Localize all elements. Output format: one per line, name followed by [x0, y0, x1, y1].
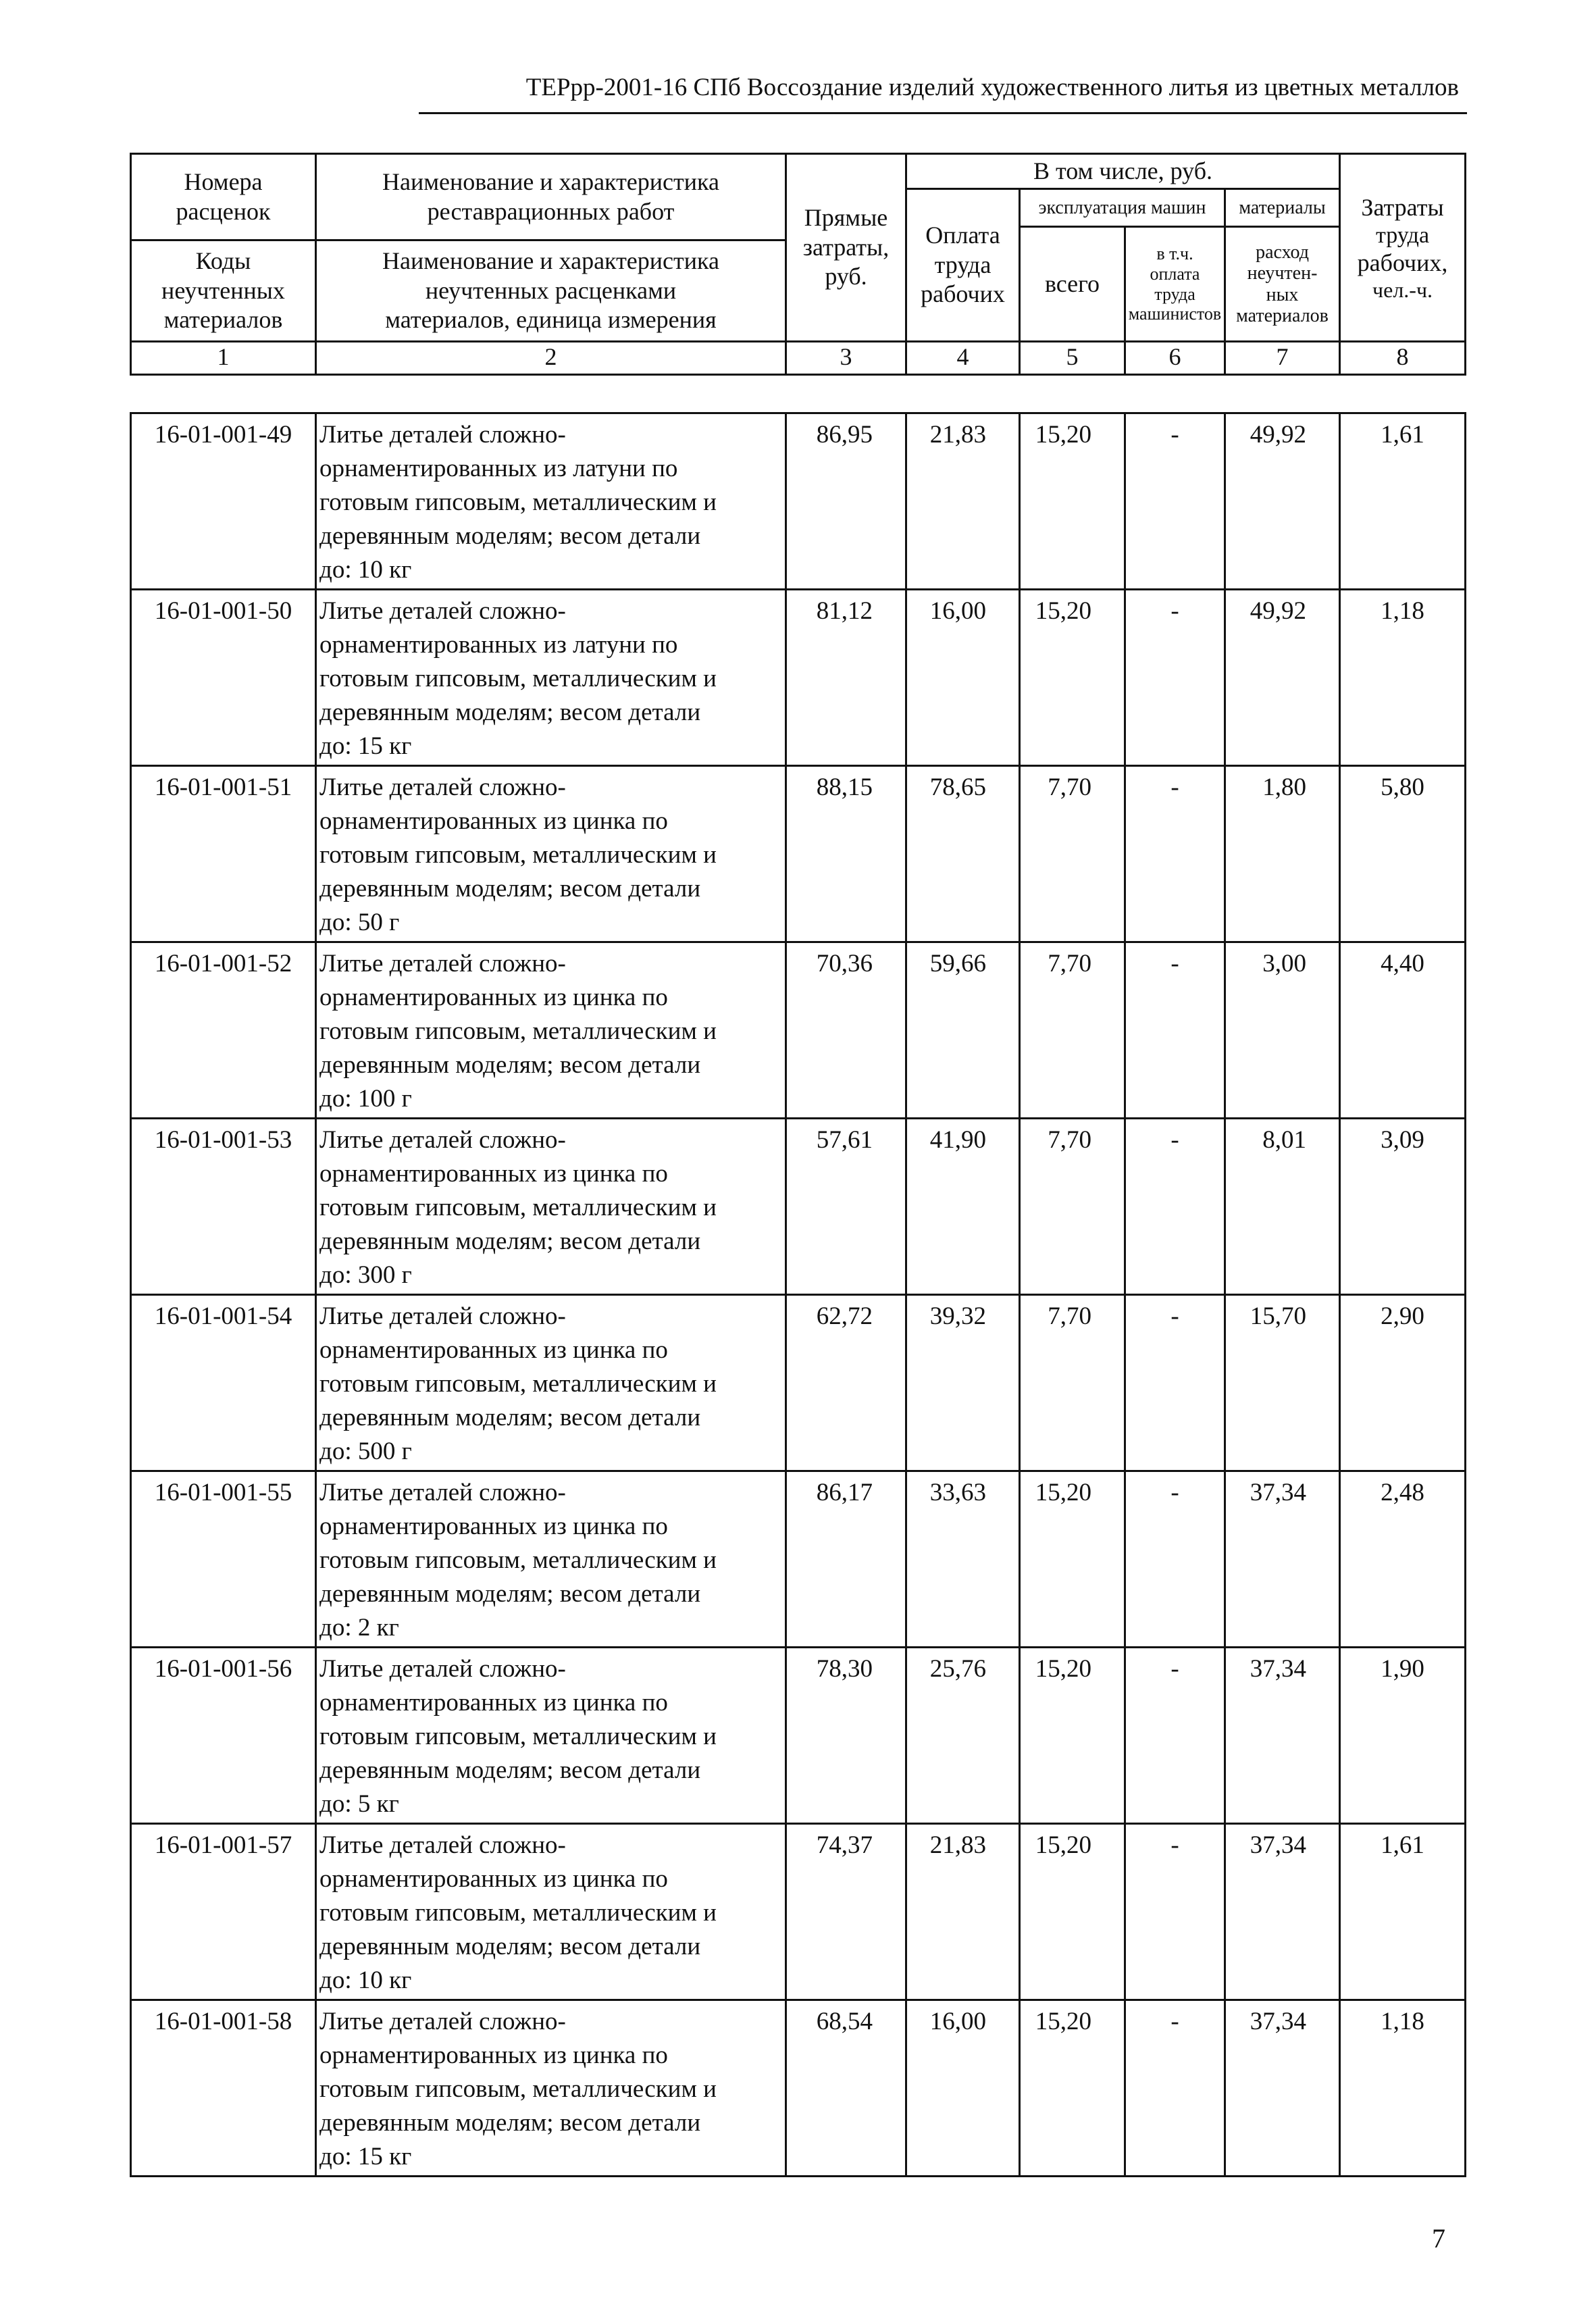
- column-number: 5: [1020, 342, 1125, 375]
- header-col2-top: Наименование и характеристика реставрационных работ: [316, 154, 786, 240]
- description-line: до: 15 кг: [319, 732, 412, 760]
- machinists-pay-value: -: [1125, 1824, 1225, 2000]
- labor-pay-value: 16,00: [906, 2000, 1020, 2177]
- labor-hours-value: 5,80: [1340, 766, 1466, 942]
- rate-code: 16-01-001-56: [131, 1648, 316, 1824]
- labor-pay-value: 39,32: [906, 1295, 1020, 1471]
- materials-value: 49,92: [1225, 413, 1340, 590]
- machines-total-value: 15,20: [1020, 413, 1125, 590]
- description-line: готовым гипсовым, металлическим и: [319, 665, 717, 692]
- labor-pay-value: 33,63: [906, 1471, 1020, 1648]
- work-description: [316, 590, 786, 766]
- direct-costs-value: 78,30: [786, 1648, 906, 1824]
- materials-value: 49,92: [1225, 590, 1340, 766]
- header-machinists-pay: в т.ч. оплата труда машинистов: [1125, 227, 1225, 342]
- header-machines-total: всего: [1020, 227, 1125, 342]
- machines-total-value: 15,20: [1020, 590, 1125, 766]
- direct-costs-value: 62,72: [786, 1295, 906, 1471]
- machines-total-value: 15,20: [1020, 1824, 1125, 2000]
- column-number: 2: [316, 342, 786, 375]
- labor-hours-value: 1,61: [1340, 1824, 1466, 2000]
- header-col1-top: Номера расценок: [131, 154, 316, 240]
- rate-code: 16-01-001-50: [131, 590, 316, 766]
- materials-value: 8,01: [1225, 1119, 1340, 1295]
- table-row: [131, 2000, 1466, 2177]
- description-line: готовым гипсовым, металлическим и: [319, 1370, 717, 1398]
- header-labor-hours: Затраты труда рабочих, чел.-ч.: [1340, 154, 1466, 342]
- machinists-pay-value: -: [1125, 1471, 1225, 1648]
- description-line: деревянным моделям; весом детали: [319, 1227, 701, 1255]
- work-description: [316, 413, 786, 590]
- materials-value: 3,00: [1225, 942, 1340, 1119]
- rate-code: 16-01-001-57: [131, 1824, 316, 2000]
- header-col2-bottom: Наименование и характеристика неучтенных расценками материалов, единица измерения: [316, 240, 786, 342]
- machinists-pay-value: -: [1125, 1295, 1225, 1471]
- work-description: [316, 1471, 786, 1648]
- header-machines-group: эксплуатация машин: [1020, 189, 1225, 227]
- description-line: до: 500 г: [319, 1438, 412, 1465]
- running-header: ТЕРрр-2001-16 СПб Воссоздание изделий художественного литья из цветных металлов: [525, 74, 1459, 101]
- direct-costs-value: 68,54: [786, 2000, 906, 2177]
- materials-value: 37,34: [1225, 2000, 1340, 2177]
- description-line: до: 15 кг: [319, 2143, 412, 2170]
- labor-pay-value: 16,00: [906, 590, 1020, 766]
- description-line: деревянным моделям; весом детали: [319, 1404, 701, 1431]
- rate-code: 16-01-001-58: [131, 2000, 316, 2177]
- description-line: деревянным моделям; весом детали: [319, 1756, 701, 1784]
- column-number: 1: [131, 342, 316, 375]
- rate-code: 16-01-001-49: [131, 413, 316, 590]
- work-description: [316, 1119, 786, 1295]
- description-line: Литье деталей сложно-: [319, 421, 566, 449]
- labor-pay-value: 21,83: [906, 413, 1020, 590]
- labor-hours-value: 1,90: [1340, 1648, 1466, 1824]
- description-line: Литье деталей сложно-: [319, 1655, 566, 1683]
- machines-total-value: 7,70: [1020, 942, 1125, 1119]
- description-line: орнаментированных из цинка по: [319, 1160, 668, 1188]
- machinists-pay-value: -: [1125, 413, 1225, 590]
- direct-costs-value: 70,36: [786, 942, 906, 1119]
- description-line: готовым гипсовым, металлическим и: [319, 841, 717, 869]
- materials-value: 1,80: [1225, 766, 1340, 942]
- table-row: [131, 413, 1466, 590]
- description-line: орнаментированных из цинка по: [319, 1689, 668, 1717]
- description-line: до: 100 г: [319, 1085, 412, 1113]
- description-line: Литье деталей сложно-: [319, 1126, 566, 1154]
- labor-pay-value: 21,83: [906, 1824, 1020, 2000]
- rate-code: 16-01-001-54: [131, 1295, 316, 1471]
- header-unaccounted-materials: расход неучтен- ных материалов: [1225, 227, 1340, 342]
- description-line: деревянным моделям; весом детали: [319, 698, 701, 726]
- description-line: Литье деталей сложно-: [319, 2008, 566, 2035]
- work-description: [316, 766, 786, 942]
- description-line: орнаментированных из латуни по: [319, 455, 678, 482]
- table-row: [131, 1119, 1466, 1295]
- machines-total-value: 15,20: [1020, 1471, 1125, 1648]
- header-labor-pay: Оплата труда рабочих: [906, 189, 1020, 342]
- machines-total-value: 15,20: [1020, 1648, 1125, 1824]
- work-description: [316, 942, 786, 1119]
- description-line: до: 5 кг: [319, 1790, 399, 1818]
- work-description: [316, 1648, 786, 1824]
- description-line: до: 300 г: [319, 1261, 412, 1289]
- materials-value: 15,70: [1225, 1295, 1340, 1471]
- rate-code: 16-01-001-51: [131, 766, 316, 942]
- table-header: [130, 153, 1466, 376]
- direct-costs-value: 57,61: [786, 1119, 906, 1295]
- machinists-pay-value: -: [1125, 2000, 1225, 2177]
- description-line: орнаментированных из цинка по: [319, 1865, 668, 1893]
- description-line: готовым гипсовым, металлическим и: [319, 1546, 717, 1574]
- description-line: орнаментированных из цинка по: [319, 1336, 668, 1364]
- table-row: [131, 1471, 1466, 1648]
- description-line: до: 10 кг: [319, 1966, 412, 1994]
- materials-value: 37,34: [1225, 1824, 1340, 2000]
- description-line: до: 2 кг: [319, 1614, 399, 1642]
- column-number: 3: [786, 342, 906, 375]
- description-line: орнаментированных из цинка по: [319, 984, 668, 1011]
- description-line: Литье деталей сложно-: [319, 1831, 566, 1859]
- labor-pay-value: 25,76: [906, 1648, 1020, 1824]
- description-line: готовым гипсовым, металлическим и: [319, 1017, 717, 1045]
- direct-costs-value: 74,37: [786, 1824, 906, 2000]
- description-line: Литье деталей сложно-: [319, 1302, 566, 1330]
- machines-total-value: 7,70: [1020, 1295, 1125, 1471]
- description-line: деревянным моделям; весом детали: [319, 522, 701, 550]
- header-rule: [419, 112, 1467, 114]
- header-materials-group: материалы: [1225, 189, 1340, 227]
- rate-code: 16-01-001-55: [131, 1471, 316, 1648]
- description-line: Литье деталей сложно-: [319, 773, 566, 801]
- description-line: готовым гипсовым, металлическим и: [319, 488, 717, 516]
- description-line: деревянным моделям; весом детали: [319, 875, 701, 903]
- page-number: 7: [1432, 2223, 1445, 2254]
- labor-hours-value: 4,40: [1340, 942, 1466, 1119]
- direct-costs-value: 86,95: [786, 413, 906, 590]
- table-row: [131, 1824, 1466, 2000]
- direct-costs-value: 88,15: [786, 766, 906, 942]
- machinists-pay-value: -: [1125, 1648, 1225, 1824]
- labor-hours-value: 2,90: [1340, 1295, 1466, 1471]
- description-line: Литье деталей сложно-: [319, 950, 566, 977]
- machinists-pay-value: -: [1125, 766, 1225, 942]
- materials-value: 37,34: [1225, 1471, 1340, 1648]
- description-line: орнаментированных из цинка по: [319, 1513, 668, 1540]
- column-number: 4: [906, 342, 1020, 375]
- labor-pay-value: 59,66: [906, 942, 1020, 1119]
- labor-hours-value: 1,61: [1340, 413, 1466, 590]
- work-description: [316, 1295, 786, 1471]
- direct-costs-value: 86,17: [786, 1471, 906, 1648]
- description-line: готовым гипсовым, металлическим и: [319, 1194, 717, 1221]
- labor-pay-value: 41,90: [906, 1119, 1020, 1295]
- table-row: [131, 590, 1466, 766]
- description-line: орнаментированных из латуни по: [319, 631, 678, 659]
- machinists-pay-value: -: [1125, 942, 1225, 1119]
- direct-costs-value: 81,12: [786, 590, 906, 766]
- machines-total-value: 7,70: [1020, 766, 1125, 942]
- machinists-pay-value: -: [1125, 590, 1225, 766]
- table-row: [131, 766, 1466, 942]
- description-line: до: 10 кг: [319, 556, 412, 584]
- description-line: до: 50 г: [319, 909, 400, 936]
- materials-value: 37,34: [1225, 1648, 1340, 1824]
- rates-table: [130, 412, 1466, 2177]
- description-line: деревянным моделям; весом детали: [319, 1580, 701, 1608]
- labor-hours-value: 1,18: [1340, 2000, 1466, 2177]
- description-line: готовым гипсовым, металлическим и: [319, 1899, 717, 1927]
- description-line: готовым гипсовым, металлическим и: [319, 1723, 717, 1750]
- description-line: Литье деталей сложно-: [319, 597, 566, 625]
- description-line: деревянным моделям; весом детали: [319, 2109, 701, 2137]
- work-description: [316, 1824, 786, 2000]
- description-line: готовым гипсовым, металлическим и: [319, 2075, 717, 2103]
- description-line: деревянным моделям; весом детали: [319, 1933, 701, 1960]
- description-line: орнаментированных из цинка по: [319, 2041, 668, 2069]
- rates-table-body: [131, 413, 1466, 2177]
- rate-code: 16-01-001-52: [131, 942, 316, 1119]
- labor-hours-value: 3,09: [1340, 1119, 1466, 1295]
- description-line: деревянным моделям; весом детали: [319, 1051, 701, 1079]
- labor-hours-value: 1,18: [1340, 590, 1466, 766]
- column-number: 6: [1125, 342, 1225, 375]
- header-col1-bottom: Коды неучтенных материалов: [131, 240, 316, 342]
- labor-hours-value: 2,48: [1340, 1471, 1466, 1648]
- table-row: [131, 942, 1466, 1119]
- column-number-row: [131, 342, 1466, 375]
- machines-total-value: 15,20: [1020, 2000, 1125, 2177]
- description-line: орнаментированных из цинка по: [319, 807, 668, 835]
- column-number: 8: [1340, 342, 1466, 375]
- column-number: 7: [1225, 342, 1340, 375]
- machines-total-value: 7,70: [1020, 1119, 1125, 1295]
- header-direct-costs: Прямые затраты, руб.: [786, 154, 906, 342]
- machinists-pay-value: -: [1125, 1119, 1225, 1295]
- table-row: [131, 1648, 1466, 1824]
- header-group-title: В том числе, руб.: [906, 154, 1340, 189]
- table-row: [131, 1295, 1466, 1471]
- work-description: [316, 2000, 786, 2177]
- description-line: Литье деталей сложно-: [319, 1479, 566, 1506]
- rate-code: 16-01-001-53: [131, 1119, 316, 1295]
- labor-pay-value: 78,65: [906, 766, 1020, 942]
